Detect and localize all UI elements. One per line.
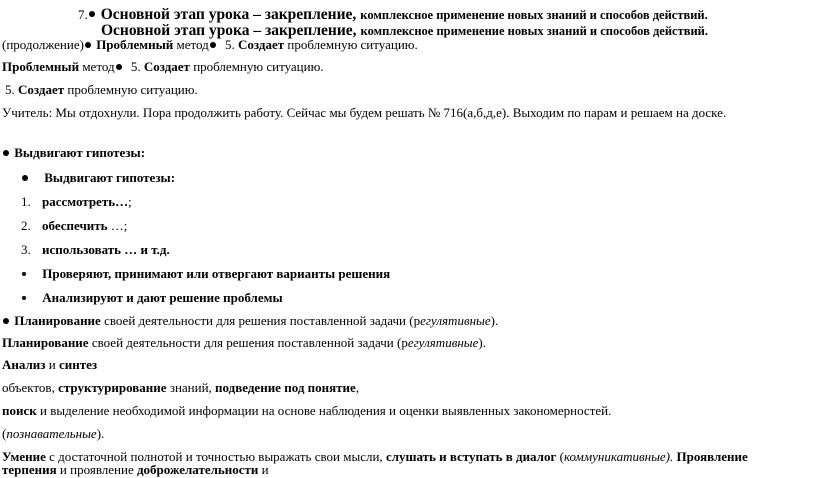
planning-label: Планирование	[14, 313, 101, 328]
header-number: 7.	[78, 7, 88, 22]
bullet-icon	[22, 175, 28, 181]
planning-line	[2, 313, 498, 329]
skill-label: Умение	[2, 449, 46, 464]
creates-text: проблемную ситуацию.	[193, 59, 324, 74]
step-number: 5.	[130, 59, 141, 74]
check-label: Проверяют, принимают или отвергают варианты решения	[42, 266, 391, 281]
analysis-line	[2, 357, 97, 373]
planning-text: своей деятельности для решения поставленной задачи (р	[100, 313, 421, 328]
analysis-text: и	[45, 357, 59, 372]
bullet-icon	[116, 64, 122, 70]
step-text: …;	[107, 218, 128, 233]
method-text: метод	[82, 59, 115, 74]
hypotheses-bullet	[21, 170, 175, 186]
search-text: и выделение необходимой информации на основе наблюдения и оценки выявленных закономерностей.	[36, 403, 612, 418]
hypotheses-label: Выдвигают гипотезы:	[14, 145, 146, 160]
method-label: Проблемный	[96, 37, 174, 52]
creates-label: Создает	[238, 37, 285, 52]
dialog-label: слушать и вступать в диалог	[385, 449, 557, 464]
step-number: 5.	[225, 37, 235, 52]
structuring-label: структурирование	[58, 380, 167, 395]
bullet-icon	[22, 272, 26, 276]
step-item	[21, 194, 132, 210]
skill-text: с достаточной полнотой и точностью выражать свои мысли,	[45, 449, 386, 464]
paren-close: ).	[96, 426, 105, 441]
regulative-label: егулятивные	[420, 313, 491, 328]
bullet-icon	[85, 42, 91, 48]
search-line	[2, 403, 611, 419]
skill-text: и проявление	[56, 462, 137, 477]
step-label: обеспечить	[42, 218, 108, 233]
skill-end: и	[258, 462, 269, 477]
planning-end: ).	[478, 335, 486, 350]
regulative-label: егулятивные	[407, 335, 479, 350]
teacher-line: Учитель: Мы отдохнули. Пора продолжить работу. Сейчас мы будем решать № 716(а,б,д,е). Выходим по парам и решаем на доске.	[2, 105, 727, 120]
step-label: рассмотреть…	[42, 194, 129, 209]
creates-label: Создает	[143, 59, 190, 74]
planning-end: ).	[490, 313, 499, 328]
step-number: 3.	[21, 242, 31, 257]
bullet-icon	[210, 42, 216, 48]
continuation-line	[2, 37, 418, 53]
planning-label: Планирование	[2, 335, 89, 350]
manifestation-label: Проявление	[676, 449, 748, 464]
bullet-icon	[22, 296, 26, 300]
paren-open: (	[2, 426, 7, 441]
step-number: 2.	[21, 218, 31, 233]
header-title: Основной этап урока – закрепление,	[101, 22, 357, 39]
creates-label: Создает	[18, 82, 65, 97]
analysis-label: Анализ	[2, 357, 46, 372]
method-line	[2, 59, 324, 75]
header-subtitle: комплексное применение новых знаний и способов действий.	[360, 8, 708, 22]
check-label: Анализируют и дают решение проблемы	[42, 290, 283, 305]
paren-open: (	[556, 449, 564, 464]
hypotheses-title	[2, 145, 145, 161]
step-number: 5.	[5, 82, 15, 97]
objects-end: ,	[355, 380, 360, 395]
header-title: Основной этап урока – закрепление,	[100, 6, 357, 23]
cognitive-label: познавательные	[6, 426, 97, 441]
bullet-icon	[3, 318, 9, 324]
bullet-icon	[3, 150, 9, 156]
check-item	[22, 266, 390, 282]
creates-text: проблемную ситуацию.	[67, 82, 198, 97]
knowledge-text: знаний,	[166, 380, 216, 395]
skill-line-2	[2, 462, 269, 478]
header-subtitle: комплексное применение новых знаний и способов действий.	[360, 24, 708, 38]
cognitive-line	[2, 426, 104, 442]
synthesis-label: синтез	[58, 357, 98, 372]
planning-line	[2, 335, 486, 351]
concept-label: подведение под понятие	[215, 380, 356, 395]
check-item	[22, 290, 283, 306]
method-text: метод	[176, 37, 209, 52]
objects-line	[2, 380, 359, 396]
communicative-label: коммуникативные).	[563, 449, 674, 464]
step-label: использовать … и т.д.	[42, 242, 170, 257]
method-label: Проблемный	[2, 59, 80, 74]
step-number: 1.	[21, 194, 31, 209]
creates-text: проблемную ситуацию.	[287, 37, 418, 52]
objects-text: объектов,	[2, 380, 59, 395]
step-item	[21, 218, 127, 234]
step-text: ;	[128, 194, 132, 209]
step-item	[21, 242, 170, 258]
hypotheses-label: Выдвигают гипотезы:	[44, 170, 176, 185]
creates-line	[5, 82, 198, 98]
kindness-label: доброжелательности	[136, 462, 259, 477]
search-label: поиск	[2, 403, 37, 418]
patience-label: терпения	[2, 462, 57, 477]
planning-text: своей деятельности для решения поставленной задачи (р	[88, 335, 408, 350]
continuation-label: (продолжение)	[2, 37, 84, 52]
bullet-icon	[89, 11, 95, 17]
